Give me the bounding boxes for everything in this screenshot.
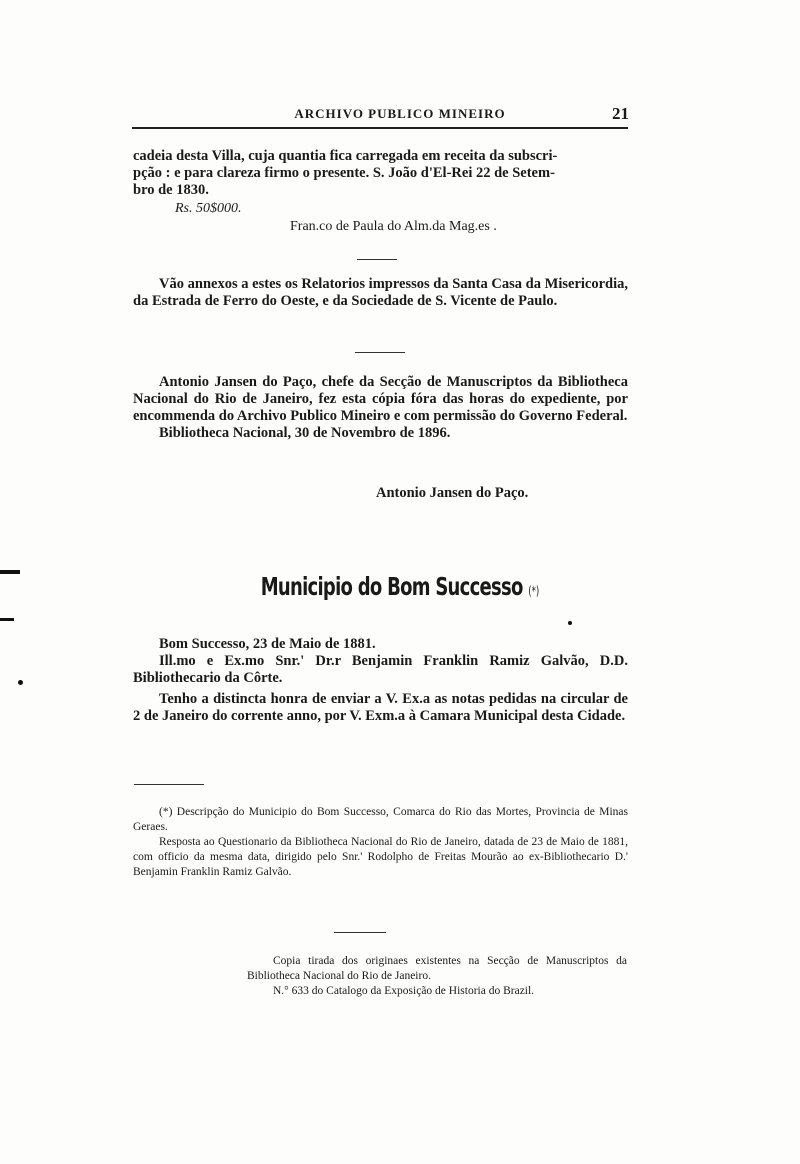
section-note-ref: (*) xyxy=(528,584,540,598)
letter1-line-2: pção : e para clareza firmo o presente. S. João d'El-Rei 22 de Setem- xyxy=(133,165,555,181)
source-note-line-1: Copia tirada dos originaes existentes na Secção de Manuscriptos da Bibliotheca Nacional do Rio de Janeiro. xyxy=(247,955,627,982)
separator-1 xyxy=(357,259,397,260)
scan-mark-2 xyxy=(0,618,14,621)
letter1-amount: Rs. 50$000. xyxy=(175,201,242,216)
footnotes xyxy=(133,805,628,880)
letter1-signature: Fran.co de Paula do Alm.da Mag.es . xyxy=(290,219,497,234)
section-title-text: Municipio do Bom Successo xyxy=(260,572,523,601)
scan-mark-4 xyxy=(568,621,572,625)
letter1-line-3: bro de 1830. xyxy=(133,182,209,198)
letter2-salutation: Ill.mo e Ex.mo Snr.' Dr.r Benjamin Franklin Ramiz Galvão, D.D. Bibliothecario da Côrte. xyxy=(133,653,628,686)
letter1-line-1: cadeia desta Villa, cuja quantia fica carregada em receita da subscri- xyxy=(133,148,558,164)
header-rule xyxy=(132,127,628,129)
certification-signature: Antonio Jansen do Paço. xyxy=(376,485,529,501)
annex-text: Vão annexos a estes os Relatorios impressos da Santa Casa da Misericordia, da Estrada de Ferro do Oeste, e da Sociedade de S. Vicente de Paulo. xyxy=(133,276,628,309)
annex-paragraph xyxy=(133,276,628,310)
certification-place-date: Bibliotheca Nacional, 30 de Novembro de 1896. xyxy=(159,425,451,441)
letter1-text xyxy=(133,148,628,199)
scan-mark-3 xyxy=(18,680,23,685)
letter2-text xyxy=(133,636,628,725)
letter2-place-date: Bom Successo, 23 de Maio de 1881. xyxy=(159,636,376,652)
section-title xyxy=(112,572,688,601)
certification-paragraph xyxy=(133,374,628,442)
running-header: ARCHIVO PUBLICO MINEIRO xyxy=(294,106,506,121)
source-note xyxy=(247,954,627,999)
letter2-body: Tenho a distincta honra de enviar a V. Ex.a as notas pedidas na circular de 2 de Janeiro do corrente anno, por V. Exm.a à Camara Municipal desta Cidade. xyxy=(133,691,628,724)
page-number: 21 xyxy=(612,104,629,123)
separator-2 xyxy=(355,352,405,353)
footnote-2: Resposta ao Questionario da Bibliotheca Nacional do Rio de Janeiro, datada de 23 de Maio de 1881, com officio da mesma data, dirigido pelo Snr.' Rodolpho de Freitas Mourão ao ex-Bibliothecario D.' Benjamin Franklin Ramiz Galvão. xyxy=(133,836,628,878)
certification-text: Antonio Jansen do Paço, chefe da Secção de Manuscriptos da Bibliotheca Nacional do Rio de Janeiro, fez esta cópia fóra das horas do expediente, por encommenda do Archivo Publico Mineiro e com permissão do Governo Federal. xyxy=(133,374,628,424)
source-note-line-2: N.° 633 do Catalogo da Exposição de Historia do Brazil. xyxy=(273,985,535,997)
footnote-1: (*) Descripção do Municipio do Bom Successo, Comarca do Rio das Mortes, Provincia de Minas Geraes. xyxy=(133,806,628,833)
scan-mark-1 xyxy=(0,570,20,574)
footnote-rule xyxy=(134,784,204,785)
separator-3 xyxy=(334,932,386,933)
